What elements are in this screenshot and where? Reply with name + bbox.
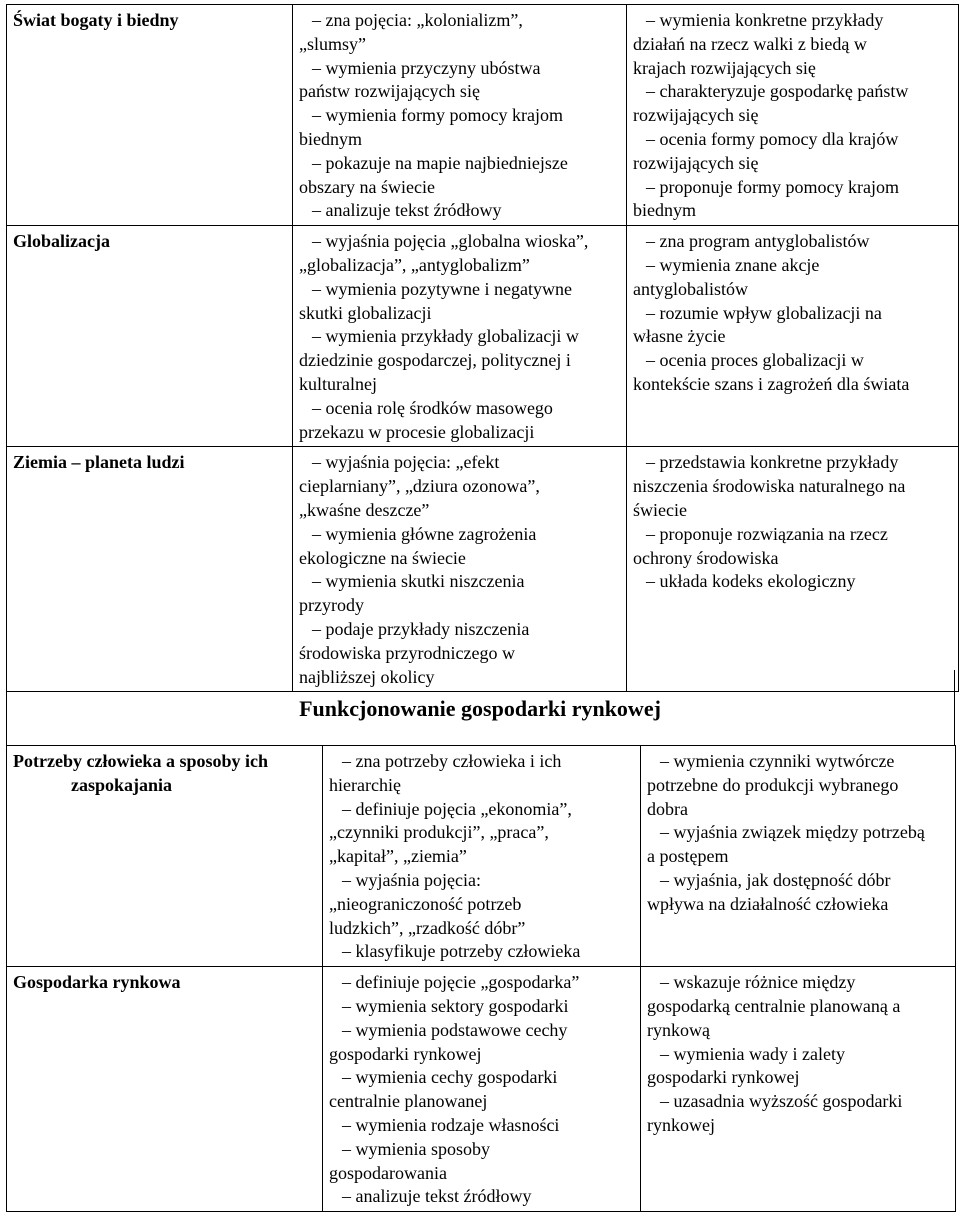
table-row <box>7 967 956 1212</box>
table1-body <box>7 5 959 692</box>
text-line: – proponuje formy pomocy krajom <box>646 176 899 197</box>
text-line: własne życie <box>633 326 726 347</box>
text-line: hierarchię <box>329 774 401 795</box>
text-line: – analizuje tekst źródłowy <box>312 200 502 221</box>
text-line: – wyjaśnia związek między potrzebą <box>660 822 925 843</box>
text-line: – wymienia formy pomocy krajom <box>312 105 563 126</box>
basic-requirements-cell <box>293 5 627 226</box>
text-line: gospodarowania <box>329 1162 447 1183</box>
text-line: – analizuje tekst źródłowy <box>342 1186 532 1207</box>
text-line: – układa kodeks ekologiczny <box>646 571 856 592</box>
text-line: – wyjaśnia pojęcia: „efekt <box>312 452 500 473</box>
table-row <box>7 226 959 447</box>
advanced-requirements-cell <box>641 967 956 1212</box>
text-line: biednym <box>633 200 696 221</box>
text-line: – uzasadnia wyższość gospodarki <box>660 1091 903 1112</box>
requirements-table-1 <box>6 4 959 692</box>
topic-title: Globalizacja <box>13 231 110 252</box>
text-line: – przedstawia konkretne przykłady <box>646 452 899 473</box>
text-line: działań na rzecz walki z biedą w <box>633 33 867 54</box>
topic-title: Gospodarka rynkowa <box>13 972 181 993</box>
text-line: – charakteryzuje gospodarkę państw <box>646 81 909 102</box>
table-row <box>7 447 959 692</box>
text-line: – wymienia główne zagrożenia <box>312 523 537 544</box>
text-line: dziedzinie gospodarczej, politycznej i <box>299 350 571 371</box>
text-line: – wymienia sposoby <box>342 1138 490 1159</box>
text-line: gospodarki rynkowej <box>647 1067 800 1088</box>
advanced-requirements-cell <box>641 746 956 967</box>
text-line: – wymienia cechy gospodarki <box>342 1067 558 1088</box>
topic-cell <box>7 967 323 1212</box>
text-line: – ocenia proces globalizacji w <box>646 350 864 371</box>
requirements-table-2 <box>6 745 956 1212</box>
text-line: centralnie planowanej <box>329 1091 488 1112</box>
text-line: państw rozwijających się <box>299 81 480 102</box>
text-line: środowiska przyrodniczego w <box>299 642 515 663</box>
text-line: „kwaśne deszcze” <box>299 499 430 520</box>
advanced-requirements-cell <box>627 226 959 447</box>
text-line: – wymienia sektory gospodarki <box>342 995 569 1016</box>
text-line: rynkową <box>647 1019 710 1040</box>
text-line: – wymienia przyczyny ubóstwa <box>312 57 541 78</box>
text-line: – definiuje pojęcia „ekonomia”, <box>342 798 572 819</box>
text-line: – rozumie wpływ globalizacji na <box>646 302 882 323</box>
text-line: świecie <box>633 499 687 520</box>
text-line: – zna program antyglobalistów <box>646 231 870 252</box>
text-line: potrzebne do produkcji wybranego <box>647 774 899 795</box>
text-line: – wskazuje różnice między <box>660 972 856 993</box>
table-row <box>7 5 959 226</box>
topic-cell <box>7 746 323 967</box>
table2-body <box>7 746 956 1212</box>
text-line: „czynniki produkcji”, „praca”, <box>329 822 549 843</box>
text-line: – ocenia rolę środków masowego <box>312 397 553 418</box>
topic-cell <box>7 447 293 692</box>
text-line: – podaje przykłady niszczenia <box>312 618 530 639</box>
text-line: gospodarki rynkowej <box>329 1043 482 1064</box>
text-line: kulturalnej <box>299 373 377 394</box>
text-line: – proponuje rozwiązania na rzecz <box>646 523 888 544</box>
text-line: ochrony środowiska <box>633 547 779 568</box>
text-line: – wymienia pozytywne i negatywne <box>312 278 572 299</box>
topic-cell <box>7 5 293 226</box>
text-line: rynkowej <box>647 1114 715 1135</box>
text-line: – wymienia wady i zalety <box>660 1043 845 1064</box>
text-line: biednym <box>299 128 362 149</box>
topic-cell <box>7 226 293 447</box>
text-line: niszczenia środowiska naturalnego na <box>633 476 906 497</box>
text-line: cieplarniany”, „dziura ozonowa”, <box>299 476 540 497</box>
text-line: „nieograniczoność potrzeb <box>329 893 522 914</box>
table-row <box>7 746 956 967</box>
text-line: – wymienia konkretne przykłady <box>646 10 884 30</box>
text-line: – ocenia formy pomocy dla krajów <box>646 128 899 149</box>
topic-title: Ziemia – planeta ludzi <box>13 452 185 473</box>
advanced-requirements-cell <box>627 447 959 692</box>
topic-title: Potrzeby człowieka a sposoby ich <box>13 751 268 771</box>
basic-requirements-cell <box>293 226 627 447</box>
text-line: kontekście szans i zagrożeń dla świata <box>633 373 910 394</box>
text-line: – pokazuje na mapie najbiedniejsze <box>312 152 568 173</box>
text-line: rozwijających się <box>633 105 759 126</box>
text-line: – wymienia czynniki wytwórcze <box>660 751 895 771</box>
text-line: „kapitał”, „ziemia” <box>329 846 467 867</box>
text-line: „slumsy” <box>299 33 366 54</box>
text-line: przekazu w procesie globalizacji <box>299 421 535 442</box>
text-line: – wymienia znane akcje <box>646 254 820 275</box>
advanced-requirements-cell <box>627 5 959 226</box>
basic-requirements-cell <box>323 746 641 967</box>
text-line: – wyjaśnia pojęcia: <box>342 869 481 890</box>
section-heading: Funkcjonowanie gospodarki rynkowej <box>299 696 661 721</box>
text-line: dobra <box>647 798 688 819</box>
text-line: skutki globalizacji <box>299 302 432 323</box>
text-line: – definiuje pojęcie „gospodarka” <box>342 972 580 993</box>
text-line: ekologiczne na świecie <box>299 547 466 568</box>
text-line: – zna pojęcia: „kolonializm”, <box>312 10 523 30</box>
text-line: – wymienia skutki niszczenia <box>312 571 525 592</box>
text-line: krajach rozwijających się <box>633 57 816 78</box>
text-line: – wymienia rodzaje własności <box>342 1114 560 1135</box>
text-line: ludzkich”, „rzadkość dóbr” <box>329 917 526 938</box>
text-line: – wymienia podstawowe cechy <box>342 1019 568 1040</box>
text-line: „globalizacja”, „antyglobalizm” <box>299 254 530 275</box>
text-line: najbliższej okolicy <box>299 666 435 687</box>
topic-title: zaspokajania <box>71 774 173 795</box>
text-line: – klasyfikuje potrzeby człowieka <box>342 941 581 962</box>
text-line: przyrody <box>299 595 364 616</box>
text-line: wpływa na działalność człowieka <box>647 893 889 914</box>
text-line: – wyjaśnia, jak dostępność dóbr <box>660 869 891 890</box>
text-line: gospodarką centralnie planowaną a <box>647 995 901 1016</box>
topic-title: Świat bogaty i biedny <box>13 10 179 30</box>
text-line: rozwijających się <box>633 152 759 173</box>
text-line: – zna potrzeby człowieka i ich <box>342 751 562 771</box>
text-line: – wyjaśnia pojęcia „globalna wioska”, <box>312 231 589 252</box>
text-line: antyglobalistów <box>633 278 748 299</box>
text-line: obszary na świecie <box>299 176 435 197</box>
basic-requirements-cell <box>323 967 641 1212</box>
basic-requirements-cell <box>293 447 627 692</box>
text-line: – wymienia przykłady globalizacji w <box>312 326 579 347</box>
text-line: a postępem <box>647 846 729 867</box>
